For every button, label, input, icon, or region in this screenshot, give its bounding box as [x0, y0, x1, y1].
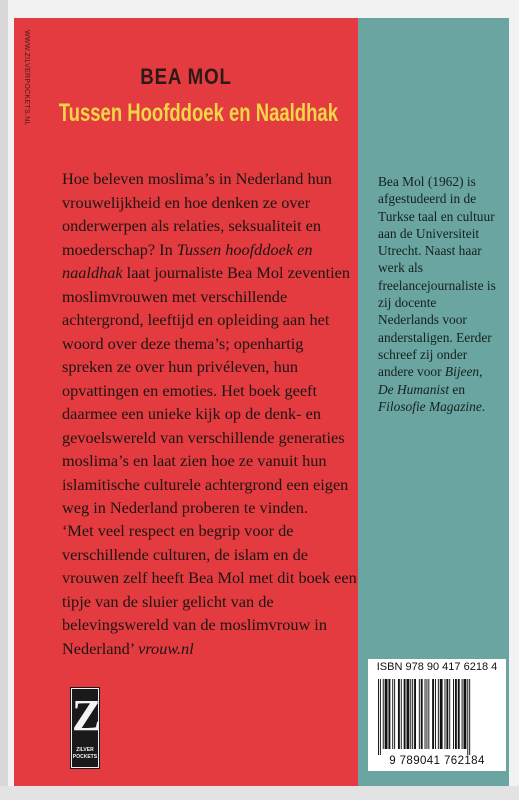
barcode-bar	[446, 679, 448, 749]
barcode-bar	[464, 679, 467, 749]
barcode-bar	[432, 679, 434, 749]
logo-letter: Z	[72, 691, 102, 740]
barcode-bar	[440, 679, 443, 749]
publisher-url: WWW.ZILVERPOCKETS.NL	[23, 30, 30, 126]
barcode-bar	[378, 679, 379, 755]
isbn-barcode-box	[368, 659, 506, 771]
book-title-inline: Tussen hoofddoek en naaldhak	[62, 239, 313, 282]
book-title: Tussen Hoofddoek en Naaldhak	[58, 99, 338, 127]
barcode-bar	[412, 679, 413, 749]
barcode-bar	[425, 679, 426, 749]
barcode-bar	[428, 679, 429, 749]
spine-edge	[0, 0, 8, 800]
blurb-text: Hoe beleven moslima’s in Nederland hun vrouwelijkheid en hoe denken ze over onderwerpen als relaties, seksualiteit en moederschap? In Tussen hoofddoek en naaldhak laat journaliste Bea Mol zeventien moslimvrouwen met verschillende achtergrond, leeftijd en opleiding aan het woord over deze thema’s; openhartig spreken ze over hun privéleven, hun opvattingen en emoties. Het boek geeft daarmee een unieke kijk op de denk- en gevoelswereld van verschillende generaties moslima’s en laat zien hoe ze vanuit hun islamitische culturele achtergrond een eigen weg in Nederland proberen te vinden.	[62, 169, 350, 517]
barcode-bar	[449, 679, 450, 749]
barcode-bar	[414, 679, 416, 749]
bottom-edge	[0, 786, 519, 800]
barcode-bar	[455, 679, 457, 749]
barcode-bar	[458, 679, 460, 749]
barcode-bar	[419, 679, 420, 749]
barcode-bar	[467, 679, 468, 755]
barcode-bar	[380, 679, 381, 755]
quote-source: vrouw.nl	[138, 638, 194, 658]
barcode-bar	[445, 679, 446, 749]
barcode-bar	[394, 679, 395, 749]
barcode-bar	[453, 679, 454, 749]
barcode-bar	[385, 679, 388, 749]
barcode-bar	[407, 679, 410, 749]
author-bio: Bea Mol (1962) is afgestudeerd in de Turkse taal en cultuur aan de Universiteit Utrecht. Naast haar werk als freelancejournaliste is zij docente Nederlands voor anderstaligen. Eerder schreef zij onder andere voor Bijeen, De Humanist en Filosofie Magazine.	[378, 174, 496, 414]
barcode-bar	[392, 679, 393, 749]
logo-text-line1: ZILVER	[76, 747, 94, 753]
barcode	[376, 679, 502, 755]
review-quote: ‘Met veel respect en begrip voor de verschillende culturen, de islam en de vrouwen zelf heeft Bea Mol met dit boek een tipje van de sluier gelicht van de belevingswereld van de moslimvrouw in Nederland’ vrouw.nl	[62, 521, 357, 658]
publisher-logo	[71, 688, 102, 768]
barcode-bar	[426, 679, 427, 749]
barcode-bar	[383, 679, 384, 749]
barcode-bar	[462, 679, 463, 749]
barcode-bar	[435, 679, 436, 749]
barcode-bar	[410, 679, 411, 749]
logo-text-line2: POCKETS	[72, 754, 98, 760]
barcode-digits: 9 789041 762184	[389, 755, 485, 767]
barcode-bar	[401, 679, 402, 749]
barcode-bar	[388, 679, 390, 749]
barcode-bar	[421, 679, 423, 749]
barcode-bar	[438, 679, 439, 749]
author-name: BEA MOL	[140, 64, 232, 89]
barcode-bar	[398, 679, 400, 749]
isbn-label: ISBN 978 90 417 6218 4	[376, 661, 498, 673]
barcode-bar	[469, 679, 470, 755]
barcode-bar	[404, 679, 406, 749]
